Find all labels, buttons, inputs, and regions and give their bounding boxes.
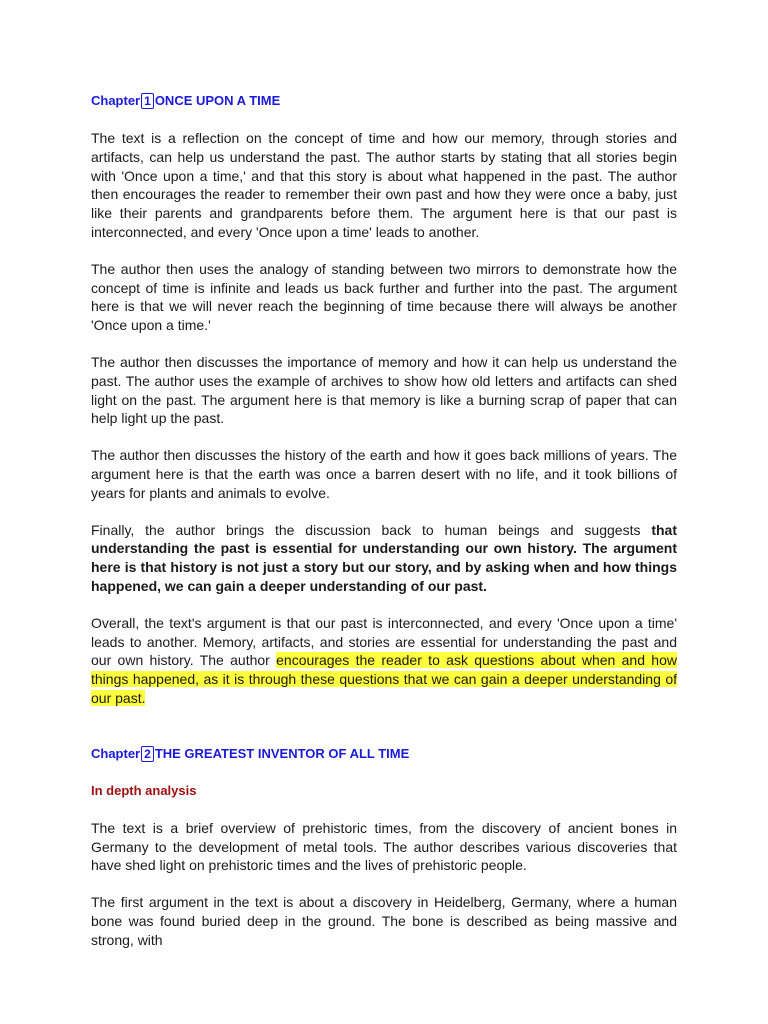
chapter-2-heading (91, 745, 677, 763)
document-page (91, 92, 677, 950)
chapter-1-paragraph-6-text: Overall, the text's argument is that our past is interconnected, and every 'Once upon a time' leads to another. Memory, artifacts, and stories are essential for understanding the past and our own history. The author (91, 614, 677, 669)
chapter-2-prefix: Chapter (91, 745, 141, 761)
chapter-1-paragraph-5 (91, 521, 677, 596)
chapter-1-prefix: Chapter (91, 93, 141, 108)
chapter-1-title: ONCE UPON A TIME (154, 93, 281, 108)
chapter-2-subheading: In depth analysis (91, 782, 197, 798)
chapter-1-heading (91, 92, 677, 110)
chapter-2-paragraph-2: The first argument in the text is about a discovery in Heidelberg, Germany, where a human bone was found buried deep in the ground. The bone is described as being massive and strong, with (91, 894, 677, 948)
chapter-1-paragraph-2: The author then uses the analogy of standing between two mirrors to demonstrate how the concept of time is infinite and leads us back further and further into the past. The argument here is that we will never reach the beginning of time because there will always be another 'Once upon a time.' (91, 260, 677, 334)
chapter-2-title: THE GREATEST INVENTOR OF ALL TIME (154, 745, 410, 761)
chapter-1-paragraph-1: The text is a reflection on the concept of time and how our memory, through stories and artifacts, can help us understand the past. The author starts by stating that all stories begin with 'Once upon a time,' and that this story is about what happened in the past. The author then encourages the reader to remember their own past and how they were once a baby, just like their parents and grandparents before them. The argument here is that our past is interconnected, and every 'Once upon a time' leads to another. (91, 130, 677, 240)
chapter-1-paragraph-5-text: Finally, the author brings the discussion back to human beings and suggests (91, 521, 652, 538)
chapter-2-paragraph-1: The text is a brief overview of prehistoric times, from the discovery of ancient bones in Germany to the development of metal tools. The author describes various discoveries that have shed light on prehistoric times and the lives of prehistoric people. (91, 819, 677, 874)
chapter-1-paragraph-6 (91, 614, 677, 708)
chapter-1-number: 1 (141, 93, 154, 109)
chapter-1-paragraph-4: The author then discusses the history of the earth and how it goes back millions of years. The argument here is that the earth was once a barren desert with no life, and it took billions of years for plants and animals to evolve. (91, 447, 677, 501)
chapter-1-paragraph-6-highlighted-text: encourages the reader to ask questions about when and how things happened, as it is through these questions that we can gain a deeper understanding of our past. (91, 652, 677, 706)
chapter-1-paragraph-3: The author then discusses the importance of memory and how it can help us understand the past. The author uses the example of archives to show how old letters and artifacts can shed light on the past. The argument here is that memory is like a burning scrap of paper that can help light up the past. (91, 353, 677, 427)
chapter-2-number: 2 (141, 746, 154, 762)
chapter-1-paragraph-5-bold-text: that understanding the past is essential for understanding our own history. The argument here is that history is not just a story but our story, and by asking when and how things happened, we can gain a deeper understanding of our past. (91, 521, 677, 594)
